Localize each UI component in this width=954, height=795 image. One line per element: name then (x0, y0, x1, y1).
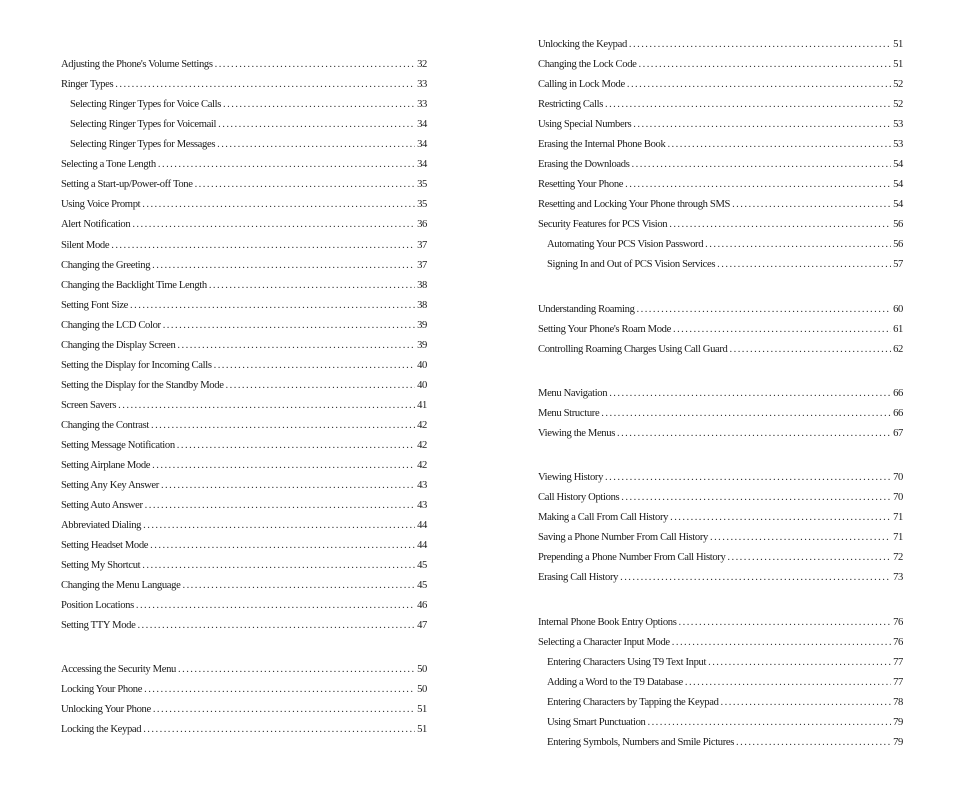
toc-entry-page: 77 (893, 677, 903, 688)
toc-entry (538, 259, 903, 275)
toc-dot-leader (153, 704, 415, 715)
toc-dot-leader (710, 532, 891, 543)
toc-entry (538, 428, 903, 444)
toc-entry-page: 71 (893, 532, 903, 543)
toc-entry-page: 44 (417, 540, 427, 551)
toc-entry-title: Setting Font Size (61, 300, 129, 311)
toc-entry-page: 33 (417, 79, 427, 90)
toc-dot-leader (163, 320, 415, 331)
toc-entry-page: 51 (893, 59, 903, 70)
toc-entry (538, 159, 903, 175)
toc-entry-page: 51 (417, 704, 427, 715)
toc-entry (61, 380, 427, 396)
toc-entry-title: Saving a Phone Number From Call History (538, 532, 708, 543)
toc-entry-title: Internal Phone Book Entry Options (538, 617, 677, 628)
toc-entry-page: 34 (417, 139, 427, 150)
toc-entry-title: Using Smart Punctuation (547, 717, 646, 728)
toc-dot-leader (672, 637, 891, 648)
toc-dot-leader (130, 300, 415, 311)
toc-dot-leader (609, 388, 891, 399)
toc-entry (538, 139, 903, 155)
toc-entry (538, 344, 903, 360)
toc-entry-title: Silent Mode (61, 240, 110, 251)
toc-entry-page: 50 (417, 664, 427, 675)
toc-entry-title: Controlling Roaming Charges Using Call Guard (538, 344, 728, 355)
toc-entry-title: Locking Your Phone (61, 684, 143, 695)
toc-dot-leader (721, 697, 892, 708)
toc-entry-page: 40 (417, 380, 427, 391)
toc-entry-page: 41 (417, 400, 427, 411)
toc-entry (61, 704, 427, 720)
toc-entry-title: Making a Call From Call History (538, 512, 669, 523)
toc-dot-leader (145, 500, 415, 511)
toc-entry-title: Screen Savers (61, 400, 117, 411)
toc-entry-page: 33 (417, 99, 427, 110)
toc-dot-leader (195, 179, 416, 190)
toc-entry (538, 39, 903, 55)
toc-dot-leader (727, 552, 891, 563)
toc-entry (61, 139, 427, 155)
toc-dot-leader (111, 240, 415, 251)
toc-entry (61, 520, 427, 536)
toc-dot-leader (152, 460, 415, 471)
toc-entry-page: 32 (417, 59, 427, 70)
toc-entry-title: Setting Airplane Mode (61, 460, 151, 471)
toc-dot-leader (151, 420, 415, 431)
toc-entry (61, 560, 427, 576)
toc-entry-page: 78 (893, 697, 903, 708)
toc-entry-title: Selecting Ringer Types for Messages (70, 139, 216, 150)
toc-entry-page: 44 (417, 520, 427, 531)
toc-entry (61, 460, 427, 476)
toc-entry (538, 59, 903, 75)
toc-entry-title: Erasing the Downloads (538, 159, 630, 170)
toc-entry-page: 76 (893, 617, 903, 628)
toc-entry (61, 199, 427, 215)
toc-entry-title: Menu Navigation (538, 388, 608, 399)
toc-dot-leader (601, 408, 891, 419)
toc-entry-page: 47 (417, 620, 427, 631)
toc-entry (61, 159, 427, 175)
toc-dot-leader (152, 260, 415, 271)
toc-entry-page: 70 (893, 472, 903, 483)
toc-entry-page: 35 (417, 179, 427, 190)
toc-entry-title: Using Special Numbers (538, 119, 632, 130)
toc-entry-page: 53 (893, 119, 903, 130)
toc-entry-title: Using Voice Prompt (61, 199, 141, 210)
toc-entry (61, 500, 427, 516)
toc-entry-title: Calling in Lock Mode (538, 79, 625, 90)
toc-entry-title: Entering Characters by Tapping the Keypad (547, 697, 719, 708)
toc-entry-page: 43 (417, 500, 427, 511)
toc-entry-page: 42 (417, 420, 427, 431)
toc-entry-title: Adjusting the Phone's Volume Settings (61, 59, 213, 70)
toc-entry-page: 34 (417, 119, 427, 130)
toc-dot-leader (158, 159, 415, 170)
toc-entry-title: Abbreviated Dialing (61, 520, 142, 531)
toc-entry-title: Setting Headset Mode (61, 540, 149, 551)
toc-entry-page: 39 (417, 320, 427, 331)
toc-dot-leader (633, 119, 891, 130)
toc-dot-leader (605, 99, 891, 110)
toc-entry-title: Changing the Contrast (61, 420, 149, 431)
toc-dot-leader (161, 480, 415, 491)
toc-entry (61, 59, 427, 75)
toc-dot-leader (605, 472, 891, 483)
toc-dot-leader (632, 159, 892, 170)
toc-entry (538, 677, 903, 693)
toc-dot-leader (177, 340, 415, 351)
toc-entry (61, 79, 427, 95)
toc-dot-leader (150, 540, 415, 551)
toc-dot-leader (137, 620, 415, 631)
toc-entry-page: 51 (893, 39, 903, 50)
toc-entry (538, 304, 903, 320)
toc-dot-leader (670, 512, 891, 523)
toc-entry-title: Resetting and Locking Your Phone through SMS (538, 199, 731, 210)
toc-dot-leader (115, 79, 415, 90)
toc-entry-page: 38 (417, 280, 427, 291)
toc-entry-page: 72 (893, 552, 903, 563)
toc-entry-title: Menu Structure (538, 408, 600, 419)
toc-entry-title: Adding a Word to the T9 Database (547, 677, 683, 688)
toc-entry (538, 119, 903, 135)
toc-entry-title: Changing the Lock Code (538, 59, 637, 70)
toc-dot-leader (736, 737, 891, 748)
toc-entry-page: 45 (417, 560, 427, 571)
toc-dot-leader (143, 520, 415, 531)
toc-entry-page: 54 (893, 179, 903, 190)
toc-entry-page: 43 (417, 480, 427, 491)
toc-entry (538, 99, 903, 115)
toc-entry (61, 99, 427, 115)
toc-entry-page: 77 (893, 657, 903, 668)
toc-entry-title: Changing the Greeting (61, 260, 151, 271)
toc-entry-title: Understanding Roaming (538, 304, 635, 315)
toc-dot-leader (705, 239, 891, 250)
toc-entry-page: 52 (893, 99, 903, 110)
toc-entry-title: Accessing the Security Menu (61, 664, 176, 675)
toc-entry-title: Unlocking Your Phone (61, 704, 151, 715)
toc-entry-page: 57 (893, 259, 903, 270)
toc-entry-title: Changing the Backlight Time Length (61, 280, 207, 291)
toc-dot-leader (218, 119, 415, 130)
toc-entry (61, 440, 427, 456)
toc-entry-title: Position Locations (61, 600, 134, 611)
toc-entry (61, 320, 427, 336)
toc-dot-leader (214, 360, 416, 371)
toc-entry (61, 580, 427, 596)
toc-entry-page: 56 (893, 239, 903, 250)
toc-entry (61, 400, 427, 416)
toc-entry-page: 34 (417, 159, 427, 170)
toc-entry-title: Alert Notification (61, 219, 131, 230)
toc-entry-title: Setting My Shortcut (61, 560, 141, 571)
toc-entry (61, 119, 427, 135)
toc-entry (61, 360, 427, 376)
toc-entry (61, 420, 427, 436)
toc-dot-leader (685, 677, 891, 688)
toc-dot-leader (673, 324, 891, 335)
toc-dot-leader (627, 79, 891, 90)
toc-entry-page: 54 (893, 199, 903, 210)
toc-entry (538, 617, 903, 633)
toc-entry (538, 637, 903, 653)
toc-entry (538, 572, 903, 588)
toc-dot-leader (637, 304, 892, 315)
toc-dot-leader (223, 99, 415, 110)
toc-entry-title: Setting the Display for Incoming Calls (61, 360, 212, 371)
toc-entry (61, 620, 427, 636)
toc-entry-page: 70 (893, 492, 903, 503)
toc-dot-leader (142, 560, 415, 571)
toc-entry-page: 62 (893, 344, 903, 355)
toc-entry (61, 300, 427, 316)
toc-dot-leader (177, 440, 415, 451)
toc-entry-page: 39 (417, 340, 427, 351)
toc-entry (538, 512, 903, 528)
toc-entry-title: Setting TTY Mode (61, 620, 136, 631)
toc-entry-title: Setting Message Notification (61, 440, 175, 451)
toc-entry-title: Selecting a Tone Length (61, 159, 156, 170)
toc-entry (538, 79, 903, 95)
toc-dot-leader (629, 39, 891, 50)
toc-entry (61, 219, 427, 235)
toc-entry (61, 340, 427, 356)
toc-entry-page: 42 (417, 440, 427, 451)
toc-entry-page: 60 (893, 304, 903, 315)
toc-dot-leader (226, 380, 416, 391)
toc-entry-page: 79 (893, 717, 903, 728)
toc-entry-title: Changing the Menu Language (61, 580, 181, 591)
toc-entry-page: 52 (893, 79, 903, 90)
toc-entry (538, 552, 903, 568)
toc-entry-title: Erasing the Internal Phone Book (538, 139, 666, 150)
toc-entry-page: 61 (893, 324, 903, 335)
toc-entry-title: Setting Auto Answer (61, 500, 143, 511)
toc-dot-leader (625, 179, 891, 190)
toc-entry (61, 684, 427, 700)
toc-dot-leader (215, 59, 415, 70)
toc-entry-title: Security Features for PCS Vision (538, 219, 668, 230)
toc-entry-page: 76 (893, 637, 903, 648)
toc-dot-leader (669, 219, 891, 230)
toc-entry-page: 36 (417, 219, 427, 230)
toc-entry (538, 697, 903, 713)
toc-entry-page: 66 (893, 408, 903, 419)
toc-entry (538, 239, 903, 255)
toc-entry (538, 532, 903, 548)
toc-entry (538, 199, 903, 215)
toc-entry (538, 737, 903, 753)
toc-entry (538, 657, 903, 673)
toc-dot-leader (118, 400, 415, 411)
toc-entry (538, 717, 903, 733)
toc-entry-title: Locking the Keypad (61, 724, 142, 735)
toc-dot-leader (142, 199, 415, 210)
toc-entry (538, 388, 903, 404)
toc-entry-page: 56 (893, 219, 903, 230)
toc-entry-title: Signing In and Out of PCS Vision Services (547, 259, 716, 270)
toc-entry-title: Prepending a Phone Number From Call History (538, 552, 726, 563)
toc-entry-page: 66 (893, 388, 903, 399)
toc-dot-leader (621, 492, 891, 503)
toc-entry-page: 38 (417, 300, 427, 311)
toc-dot-leader (143, 724, 415, 735)
toc-entry-page: 40 (417, 360, 427, 371)
toc-entry (538, 492, 903, 508)
toc-entry-title: Unlocking the Keypad (538, 39, 627, 50)
toc-dot-leader (639, 59, 892, 70)
toc-entry-page: 71 (893, 512, 903, 523)
toc-entry-title: Changing the LCD Color (61, 320, 161, 331)
toc-entry-page: 51 (417, 724, 427, 735)
toc-dot-leader (178, 664, 415, 675)
toc-entry-title: Call History Options (538, 492, 620, 503)
toc-entry (538, 219, 903, 235)
toc-entry-title: Ringer Types (61, 79, 114, 90)
toc-entry-page: 35 (417, 199, 427, 210)
toc-entry (61, 540, 427, 556)
toc-entry (61, 724, 427, 740)
toc-entry (61, 480, 427, 496)
toc-dot-leader (132, 219, 415, 230)
toc-entry (538, 408, 903, 424)
toc-entry-page: 37 (417, 260, 427, 271)
toc-entry-page: 50 (417, 684, 427, 695)
toc-entry-title: Setting a Start-up/Power-off Tone (61, 179, 193, 190)
toc-entry-title: Selecting Ringer Types for Voice Calls (70, 99, 222, 110)
toc-entry-page: 37 (417, 240, 427, 251)
toc-entry (538, 472, 903, 488)
toc-dot-leader (136, 600, 415, 611)
toc-entry (61, 280, 427, 296)
toc-entry (61, 260, 427, 276)
toc-entry-title: Changing the Display Screen (61, 340, 176, 351)
toc-dot-leader (217, 139, 415, 150)
toc-dot-leader (708, 657, 891, 668)
toc-entry-page: 73 (893, 572, 903, 583)
toc-dot-leader (667, 139, 891, 150)
toc-entry-page: 46 (417, 600, 427, 611)
toc-entry (61, 664, 427, 680)
toc-entry-title: Entering Characters Using T9 Text Input (547, 657, 707, 668)
toc-entry (538, 179, 903, 195)
toc-entry (61, 600, 427, 616)
toc-dot-leader (732, 199, 891, 210)
toc-dot-leader (144, 684, 415, 695)
toc-entry-page: 45 (417, 580, 427, 591)
toc-entry-title: Selecting Ringer Types for Voicemail (70, 119, 217, 130)
toc-dot-leader (620, 572, 891, 583)
toc-entry-title: Resetting Your Phone (538, 179, 624, 190)
toc-entry-title: Selecting a Character Input Mode (538, 637, 670, 648)
toc-dot-leader (209, 280, 415, 291)
toc-dot-leader (617, 428, 891, 439)
toc-dot-leader (182, 580, 415, 591)
toc-entry-title: Restricting Calls (538, 99, 603, 110)
toc-entry (538, 324, 903, 340)
toc-dot-leader (717, 259, 891, 270)
toc-entry-title: Erasing Call History (538, 572, 619, 583)
toc-entry-title: Automating Your PCS Vision Password (547, 239, 704, 250)
toc-dot-leader (647, 717, 891, 728)
toc-entry-page: 53 (893, 139, 903, 150)
toc-entry-page: 42 (417, 460, 427, 471)
toc-dot-leader (679, 617, 892, 628)
toc-entry-title: Setting Your Phone's Roam Mode (538, 324, 671, 335)
toc-entry-page: 54 (893, 159, 903, 170)
toc-entry (61, 179, 427, 195)
toc-entry-title: Setting Any Key Answer (61, 480, 159, 491)
toc-dot-leader (730, 344, 892, 355)
toc-entry-title: Entering Symbols, Numbers and Smile Pictures (547, 737, 735, 748)
toc-entry-page: 79 (893, 737, 903, 748)
toc-entry (61, 240, 427, 256)
toc-entry-title: Viewing History (538, 472, 604, 483)
toc-entry-page: 67 (893, 428, 903, 439)
toc-entry-title: Viewing the Menus (538, 428, 615, 439)
toc-entry-title: Setting the Display for the Standby Mode (61, 380, 224, 391)
